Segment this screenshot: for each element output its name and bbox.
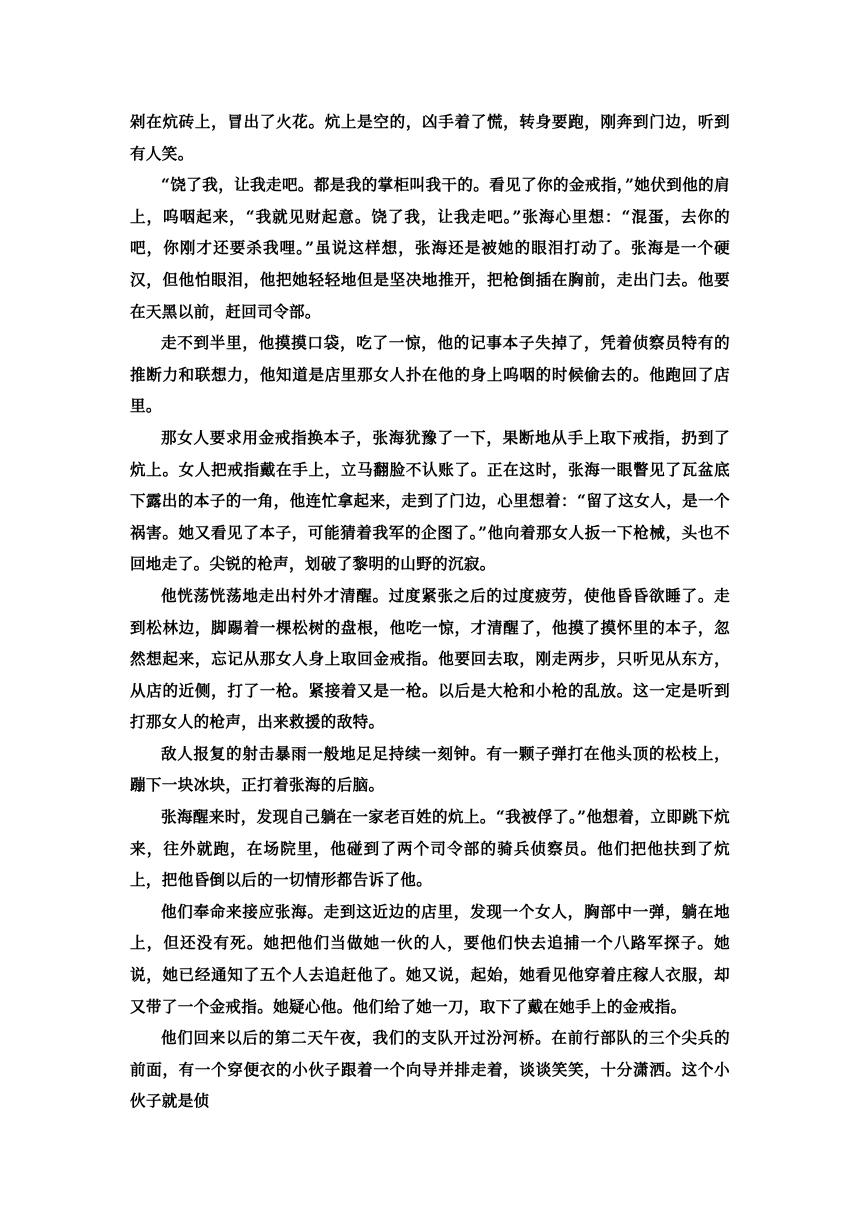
paragraph: 张海醒来时，发现自己躺在一家老百姓的炕上。“我被俘了。”他想着，立即跳下炕来，往外就跑，在场院里，他碰到了两个司令部的骑兵侦察员。他们把他扶到了炕上，把他昏倒以后的一切情形都告诉了他。	[130, 807, 730, 890]
paragraph: 他们奉命来接应张海。走到这近边的店里，发现一个女人，胸部中一弹，躺在地上，但还没有死。她把他们当做她一伙的人，要他们快去追捕一个八路军探子。她说，她已经通知了五个人去追赶他了。她又说，起始，她看见他穿着庄稼人衣服，却又带了一个金戒指。她疑心他。他们给了她一刀，取下了戴在她手上的金戒指。	[130, 901, 730, 1016]
paragraph: 敌人报复的射击暴雨一般地足足持续一刻钟。有一颗子弹打在他头顶的松枝上，蹦下一块冰块，正打着张海的后脑。	[130, 743, 730, 795]
paragraph: 那女人要求用金戒指换本子，张海犹豫了一下，果断地从手上取下戒指，扔到了炕上。女人把戒指戴在手上，立马翻脸不认账了。正在这时，张海一眼瞥见了瓦盆底下露出的本子的一角，他连忙拿起来，走到了门边，心里想着：“留了这女人，是一个祸害。她又看见了本子，可能猜着我军的企图了。”他向着那女人扳一下枪械，头也不回地走了。尖锐的枪声，划破了黎明的山野的沉寂。	[130, 427, 730, 574]
document-page	[130, 106, 730, 1117]
paragraph: 走不到半里，他摸摸口袋，吃了一惊，他的记事本子失掉了，凭着侦察员特有的推断力和联想力，他知道是店里那女人扑在他的身上呜咽的时候偷去的。他跑回了店里。	[130, 333, 730, 416]
paragraph: 他们回来以后的第二天午夜，我们的支队开过汾河桥。在前行部队的三个尖兵的前面，有一个穿便衣的小伙子跟着一个向导并排走着，谈谈笑笑，十分潇洒。这个小伙子就是侦	[130, 1028, 730, 1111]
paragraph: 剁在炕砖上，冒出了火花。炕上是空的，凶手着了慌，转身要跑，刚奔到门边，听到有人笑。	[130, 112, 730, 163]
paragraph: “饶了我，让我走吧。都是我的掌柜叫我干的。看见了你的金戒指，”她伏到他的肩上，呜咽起来，“我就见财起意。饶了我，让我走吧。”张海心里想：“混蛋，去你的吧，你刚才还要杀我哩。”虽说这样想，张海还是被她的眼泪打动了。张海是一个硬汉，但他怕眼泪，他把她轻轻地但是坚决地推开，把枪倒插在胸前，走出门去。他要在天黑以前，赶回司令部。	[130, 175, 730, 321]
paragraph: 他恍荡恍荡地走出村外才清醒。过度紧张之后的过度疲劳，使他昏昏欲睡了。走到松林边，脚踢着一棵松树的盘根，他吃一惊，才清醒了，他摸了摸怀里的本子，忽然想起来，忘记从那女人身上取回金戒指。他要回去取，刚走两步，只听见从东方，从店的近侧，打了一枪。紧接着又是一枪。以后是大枪和小枪的乱放。这一定是听到打那女人的枪声，出来救援的敌特。	[130, 585, 730, 732]
